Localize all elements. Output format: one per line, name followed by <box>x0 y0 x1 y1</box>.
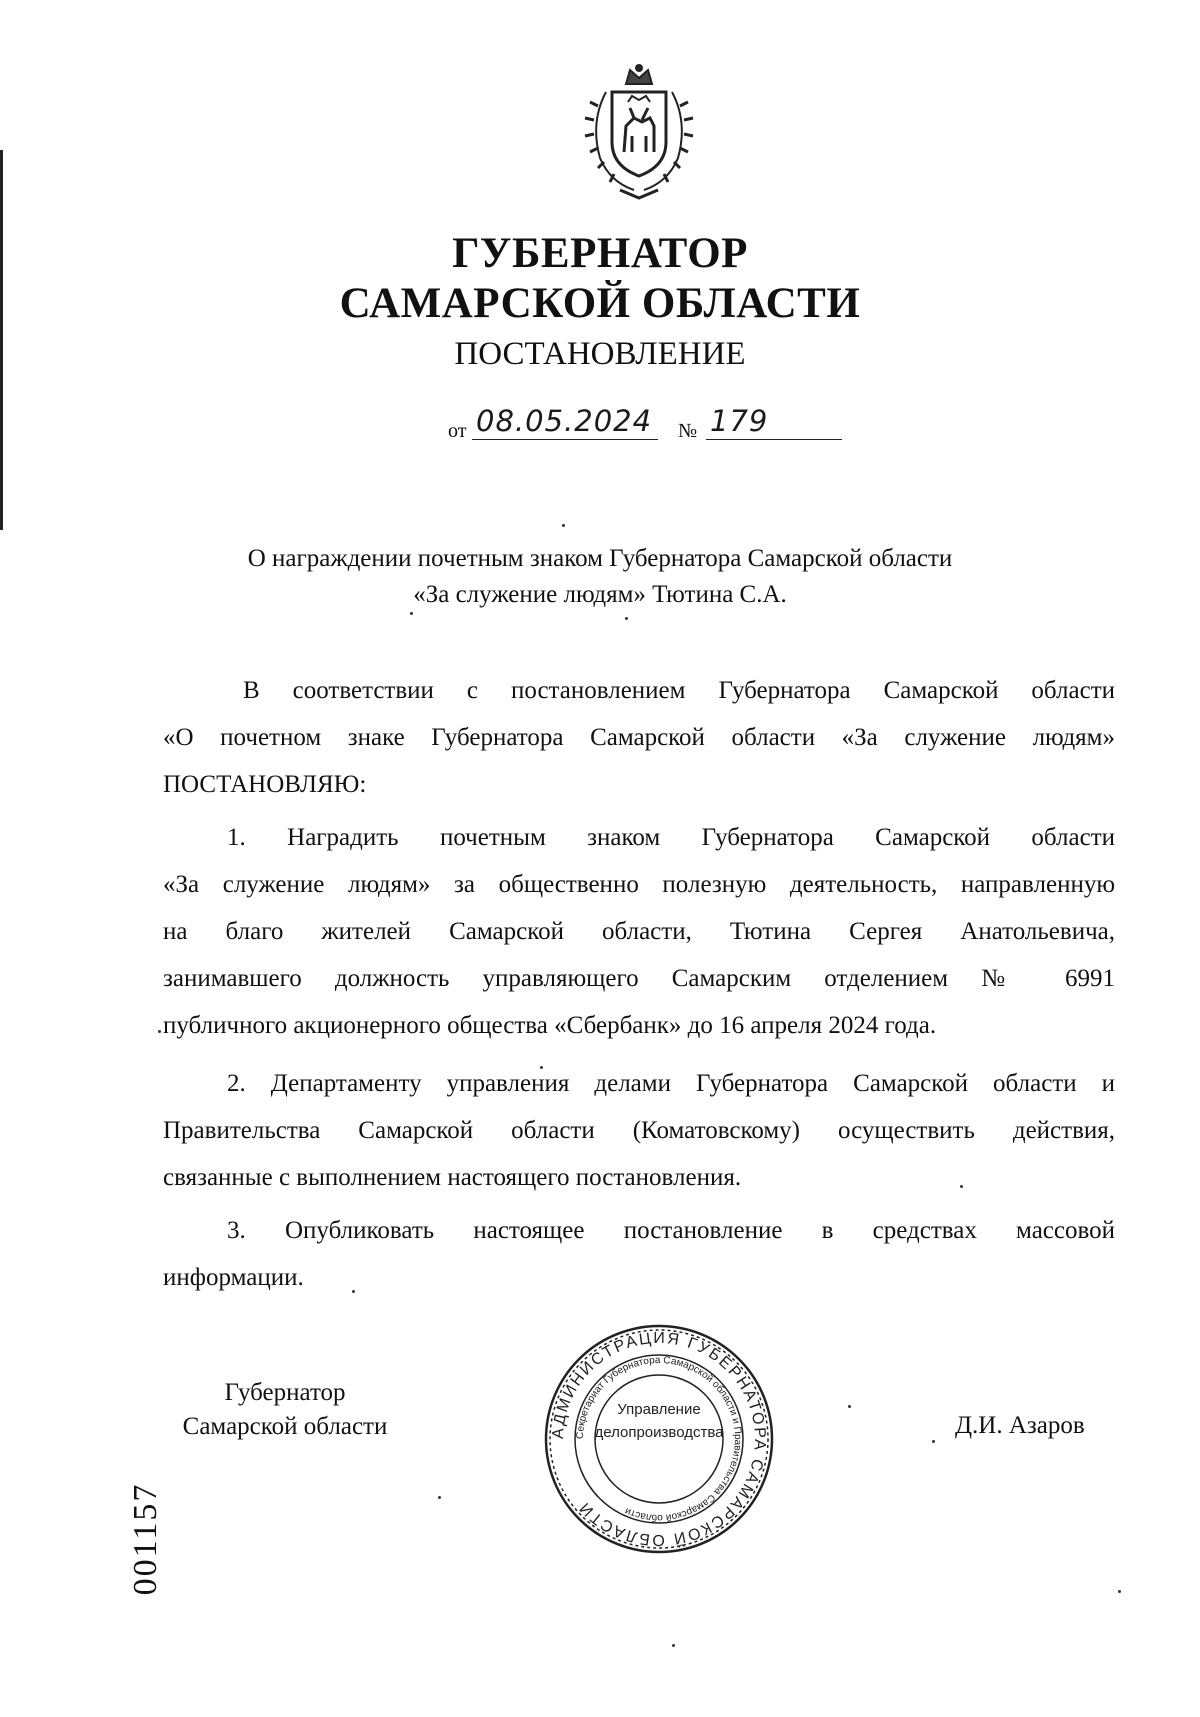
scan-speck <box>352 1290 355 1293</box>
text-line: информации. <box>163 1264 304 1291</box>
scan-speck <box>932 1440 935 1443</box>
text-line: 1. Наградить почетным знаком Губернатора Самарской области <box>227 824 1115 851</box>
text-line: публичного акционерного общества «Сбербанк» до 16 апреля 2024 года. <box>163 1012 937 1039</box>
text-line: Правительства Самарской области (Коматовскому) осуществить действия, <box>163 1117 1115 1144</box>
region-title: САМАРСКОЙ ОБЛАСТИ <box>339 280 861 327</box>
scan-speck <box>625 617 628 620</box>
signatory-region: Самарской области <box>182 1413 388 1440</box>
scan-speck <box>1118 1590 1121 1593</box>
text-line: занимавшего должность управляющего Самарским отделением № 6991 <box>163 965 1115 992</box>
document-date: 08.05.2024 <box>472 404 658 440</box>
text-line: «За служение людям» за общественно полезную деятельность, направленную <box>163 871 1115 898</box>
scan-speck <box>540 1066 543 1069</box>
scan-speck <box>672 1644 675 1647</box>
governor-title: ГУБЕРНАТОР <box>452 230 748 277</box>
stamp-inner-line: делопроизводства <box>594 1424 724 1441</box>
decree-item-2 <box>163 1060 1115 1201</box>
text-line: связанные с выполнением настоящего постановления. <box>163 1164 742 1191</box>
scan-speck <box>960 1185 963 1188</box>
scan-speck <box>410 612 413 615</box>
scan-speck <box>158 1030 161 1033</box>
signatory-name: Д.И. Азаров <box>955 1412 1085 1439</box>
serial-number: 001157 <box>127 1482 164 1596</box>
text-line: ПОСТАНОВЛЯЮ: <box>163 771 367 798</box>
number-prefix: № <box>678 420 698 442</box>
subject-line: «За служение людям» Тютина С.А. <box>413 581 787 608</box>
document-number: 179 <box>706 404 842 440</box>
decree-item-3 <box>163 1207 1115 1301</box>
decree-item-1 <box>163 814 1115 1049</box>
scan-speck <box>438 1496 441 1499</box>
subject-line: О награждении почетным знаком Губернатора Самарской области <box>247 545 953 572</box>
stamp-middle-text: Секретариат Губернатора Самарской области и Правительства Самарской области <box>574 1354 744 1524</box>
text-line: на благо жителей Самарской области, Тютина Сергея Анатольевича, <box>163 918 1115 945</box>
text-line: 3. Опубликовать настоящее постановление в средствах массовой <box>227 1217 1115 1244</box>
preamble-paragraph <box>163 667 1115 808</box>
coat-of-arms-emblem <box>576 62 702 202</box>
document-type: ПОСТАНОВЛЕНИЕ <box>454 336 746 372</box>
scan-speck <box>562 524 565 527</box>
date-prefix: от <box>448 420 467 442</box>
signatory-title: Губернатор <box>224 1379 346 1406</box>
stamp-outer-text: АДМИНИСТРАЦИЯ ГУБЕРНАТОРА САМАРСКОЙ ОБЛАСТИ <box>549 1329 769 1549</box>
text-line: «О почетном знаке Губернатора Самарской области «За служение людям» <box>163 724 1115 751</box>
scan-speck <box>848 1405 851 1408</box>
stamp-inner-line: Управление <box>617 1401 701 1418</box>
text-line: В соответствии с постановлением Губернатора Самарской области <box>243 677 1115 704</box>
text-line: 2. Департаменту управления делами Губернатора Самарской области и <box>227 1070 1115 1097</box>
